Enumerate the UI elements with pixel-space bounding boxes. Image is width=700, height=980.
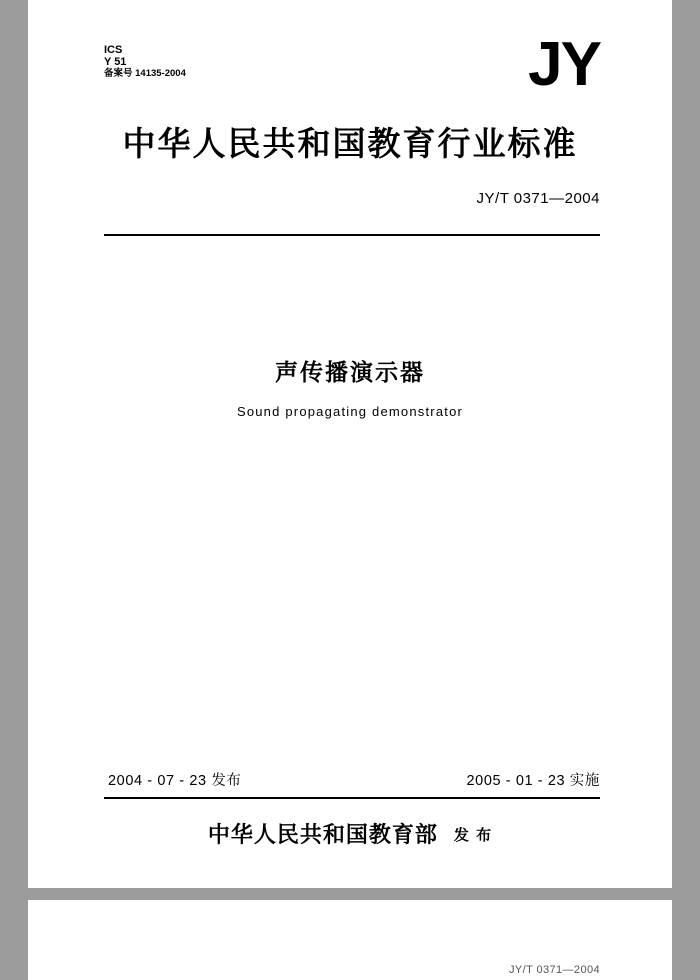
document-page-1	[28, 0, 672, 888]
footer-divider	[104, 797, 600, 799]
standard-number: JY/T 0371—2004	[476, 190, 600, 207]
jy-logo: JY	[528, 30, 600, 99]
issuing-authority	[28, 818, 672, 849]
document-page-2	[28, 900, 672, 980]
header-divider	[104, 234, 600, 236]
effective-date: 2005 - 01 - 23 实施	[466, 773, 600, 789]
record-number: 备案号 14135-2004	[104, 67, 186, 79]
issuing-authority-verb: 发 布	[453, 826, 493, 844]
issuing-authority-name: 中华人民共和国教育部	[207, 823, 438, 848]
standard-series-title: 中华人民共和国教育行业标准	[122, 124, 578, 163]
ics-category-code: Y 51	[104, 56, 127, 69]
document-title-en: Sound propagating demonstrator	[236, 404, 464, 419]
ics-classification-block	[104, 44, 186, 79]
ics-label: ICS	[104, 44, 123, 56]
document-title-cn: 声传播演示器	[275, 360, 425, 386]
page-2-content	[28, 900, 672, 980]
issue-date: 2004 - 07 - 23 发布	[108, 773, 242, 789]
page-2-running-header: JY/T 0371—2004	[508, 964, 600, 976]
page-1-content	[28, 0, 672, 888]
